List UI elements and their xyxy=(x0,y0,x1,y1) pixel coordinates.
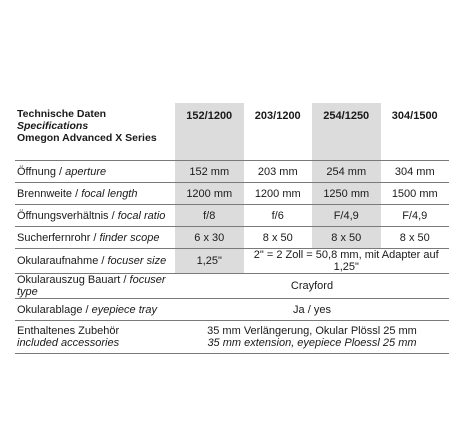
row-label xyxy=(15,274,175,299)
label-en: focuser size xyxy=(107,255,167,267)
row-label xyxy=(15,249,175,274)
table-row-focal-length xyxy=(15,183,449,205)
table-row-aperture xyxy=(15,161,449,183)
label-de: Brennweite xyxy=(17,187,73,200)
table-header-row xyxy=(15,103,449,161)
title-en: Specifications xyxy=(17,120,89,132)
table-cell: 254 mm xyxy=(312,161,381,183)
label-de: Enthaltenes Zubehör xyxy=(17,325,120,337)
table-cell-shared: Crayford xyxy=(175,274,449,299)
table-cell: f/6 xyxy=(244,205,313,227)
table-row-finder-scope xyxy=(15,227,449,249)
label-sep: / xyxy=(90,231,100,244)
table-cell: 8 x 50 xyxy=(244,227,313,249)
label-sep: / xyxy=(120,274,130,286)
label-en: finder scope xyxy=(99,231,160,244)
table-title xyxy=(15,103,175,161)
table-cell: 1200 mm xyxy=(244,183,313,205)
model-header-203: 203/1200 xyxy=(254,110,301,122)
table-cell: f/8 xyxy=(175,205,244,227)
value-de: 35 mm Verlängerung, Okular Plössl 25 mm xyxy=(207,325,417,337)
model-header-152: 152/1200 xyxy=(175,103,244,161)
table-cell: 1500 mm xyxy=(381,183,450,205)
row-label xyxy=(15,161,175,183)
label-de: Okularablage xyxy=(17,303,83,316)
table-cell: 304 mm xyxy=(381,161,450,183)
label-sep: / xyxy=(82,303,92,316)
table-cell: 6 x 30 xyxy=(175,227,244,249)
title-de: Technische Daten xyxy=(17,108,107,120)
table-row-accessories xyxy=(15,321,449,354)
table-cell: 1250 mm xyxy=(312,183,381,205)
label-sep: / xyxy=(72,187,82,200)
value-en: 35 mm extension, eyepiece Ploessl 25 mm xyxy=(207,337,417,349)
series-name: Omegon Advanced X Series xyxy=(17,132,157,144)
table-cell: F/4,9 xyxy=(312,205,381,227)
label-en: focal ratio xyxy=(117,209,166,222)
table-row-focuser-type xyxy=(15,274,449,299)
label-en: focal length xyxy=(81,187,138,200)
label-en: included accessories xyxy=(17,337,120,349)
label-de: Okularaufnahme xyxy=(17,255,99,267)
row-label xyxy=(15,183,175,205)
label-en: eyepiece tray xyxy=(91,303,158,316)
table-cell: 8 x 50 xyxy=(381,227,450,249)
label-sep: / xyxy=(55,165,66,178)
label-de: Öffnungsverhältnis xyxy=(17,209,109,222)
model-header-304: 304/1500 xyxy=(391,110,438,122)
row-label xyxy=(15,205,175,227)
table-cell: 203 mm xyxy=(244,161,313,183)
table-cell: 1200 mm xyxy=(175,183,244,205)
label-de: Öffnung xyxy=(17,165,56,178)
table-cell-shared: 2" = 2 Zoll = 50,8 mm, mit Adapter auf 1,25" xyxy=(244,249,450,274)
label-de: Sucherfernrohr xyxy=(17,231,91,244)
table-cell-shared: Ja / yes xyxy=(175,299,449,321)
table-cell: F/4,9 xyxy=(381,205,450,227)
label-en: focuser type xyxy=(17,274,166,298)
label-de: Okularauszug Bauart xyxy=(17,274,121,286)
table-cell: 8 x 50 xyxy=(312,227,381,249)
model-header-254: 254/1250 xyxy=(312,103,381,161)
table-cell: 152 mm xyxy=(175,161,244,183)
specifications-table xyxy=(15,103,449,354)
row-label xyxy=(15,227,175,249)
table-row-eyepiece-tray xyxy=(15,299,449,321)
table-cell-shared xyxy=(175,321,449,354)
table-row-focal-ratio xyxy=(15,205,449,227)
row-label xyxy=(15,299,175,321)
row-label xyxy=(15,321,175,354)
label-en: aperture xyxy=(65,165,107,178)
table-cell: 1,25" xyxy=(175,249,244,274)
table-row-focuser-size xyxy=(15,249,449,274)
label-sep: / xyxy=(108,209,118,222)
label-sep: / xyxy=(98,255,108,267)
